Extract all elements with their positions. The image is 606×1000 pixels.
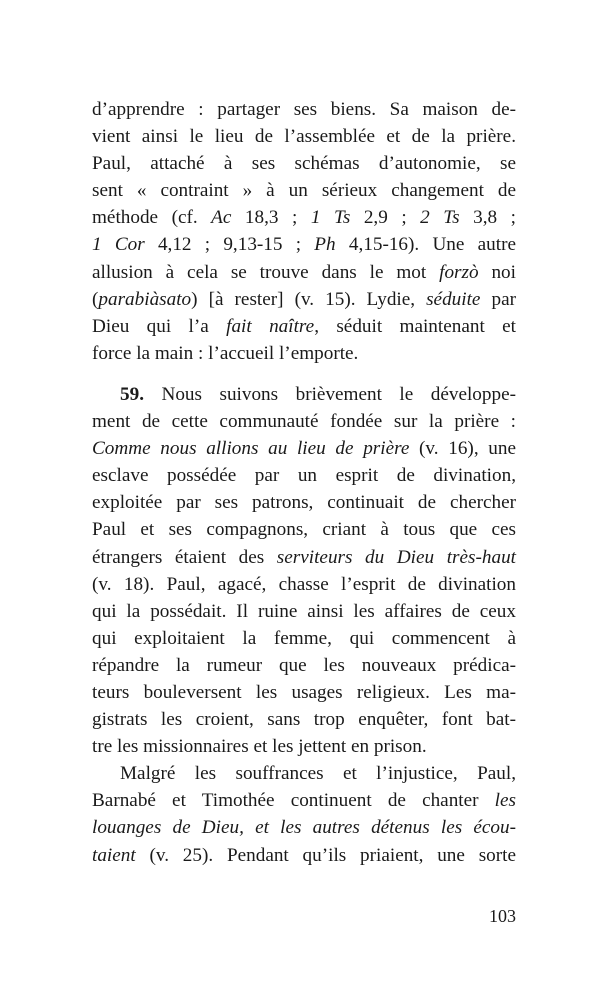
italic-text: les — [494, 790, 516, 812]
text-line: tre les missionnaires et les jettent en prison. — [92, 736, 427, 758]
text-line: taient (v. 25). Pendant qu’ils priaient, une sorte — [92, 844, 516, 866]
text-line: gistrats les croient, sans trop enquêter, font bat- — [92, 709, 516, 731]
text-line: teurs bouleversent les usages religieux. Les ma- — [92, 681, 516, 703]
italic-text: parabiàsato — [98, 288, 192, 310]
paragraph-number: 59. — [120, 383, 144, 405]
text-line: sent « contraint » à un sérieux changement de — [92, 180, 516, 202]
italic-text: Ph — [314, 234, 336, 256]
text-line: force la main : l’accueil l’emporte. — [92, 342, 359, 364]
text-line: qui exploitaient la femme, qui commencent à — [92, 627, 516, 649]
italic-text: 2 Ts — [420, 207, 460, 229]
text-line: exploitée par ses patrons, continuait de chercher — [92, 492, 516, 514]
italic-text: Comme nous allions au lieu de prière — [92, 438, 410, 460]
text-line: Paul et ses compagnons, criant à tous que ces — [92, 519, 516, 541]
italic-text: serviteurs du Dieu très-haut — [276, 546, 516, 568]
italic-text: séduite — [426, 288, 481, 310]
text-line: (parabiàsato) [à rester] (v. 15). Lydie, séduite par — [92, 288, 516, 310]
text-line: répandre la rumeur que les nouveaux prédica- — [92, 654, 516, 676]
page-body — [92, 96, 516, 869]
italic-text: louanges de Dieu, et les autres détenus les écou- — [92, 817, 516, 839]
text-line: vient ainsi le lieu de l’assemblée et de la prière. — [92, 126, 516, 148]
text-line: qui la possédait. Il ruine ainsi les affaires de ceux — [92, 600, 516, 622]
text-line: 59. Nous suivons brièvement le développe- — [120, 383, 516, 405]
paragraph-gap — [92, 367, 516, 381]
paragraph-3 — [92, 760, 516, 868]
text-line — [92, 814, 516, 841]
text-line: (v. 18). Paul, agacé, chasse l’esprit de divination — [92, 573, 516, 595]
page-number: 103 — [489, 906, 516, 926]
italic-text: fait naître — [226, 315, 315, 337]
text-line: Comme nous allions au lieu de prière (v. 16), une — [92, 438, 516, 460]
text-line: 1 Cor 4,12 ; 9,13-15 ; Ph 4,15-16). Une autre — [92, 234, 516, 256]
paragraph-1 — [92, 96, 516, 367]
text-line: esclave possédée par un esprit de divination, — [92, 465, 516, 487]
text-line: Barnabé et Timothée continuent de chanter les — [92, 790, 516, 812]
italic-text: Ac — [211, 207, 232, 229]
paragraph-59 — [92, 381, 516, 760]
text-line: Dieu qui l’a fait naître, séduit maintenant et — [92, 315, 516, 337]
text-line: Malgré les souffrances et l’injustice, Paul, — [120, 763, 516, 785]
text-line: étrangers étaient des serviteurs du Dieu très-haut — [92, 546, 516, 568]
text-line: Paul, attaché à ses schémas d’autonomie, se — [92, 153, 516, 175]
italic-text: 1 Ts — [310, 207, 351, 229]
italic-text: 1 Cor — [92, 234, 145, 256]
italic-text: taient — [92, 844, 136, 866]
italic-text: forzò — [439, 261, 479, 283]
text-line: allusion à cela se trouve dans le mot forzò noi — [92, 261, 516, 283]
text-line: d’apprendre : partager ses biens. Sa maison de- — [92, 99, 516, 120]
text-line: méthode (cf. Ac 18,3 ; 1 Ts 2,9 ; 2 Ts 3,8 ; — [92, 207, 516, 229]
text-line: ment de cette communauté fondée sur la prière : — [92, 411, 516, 433]
